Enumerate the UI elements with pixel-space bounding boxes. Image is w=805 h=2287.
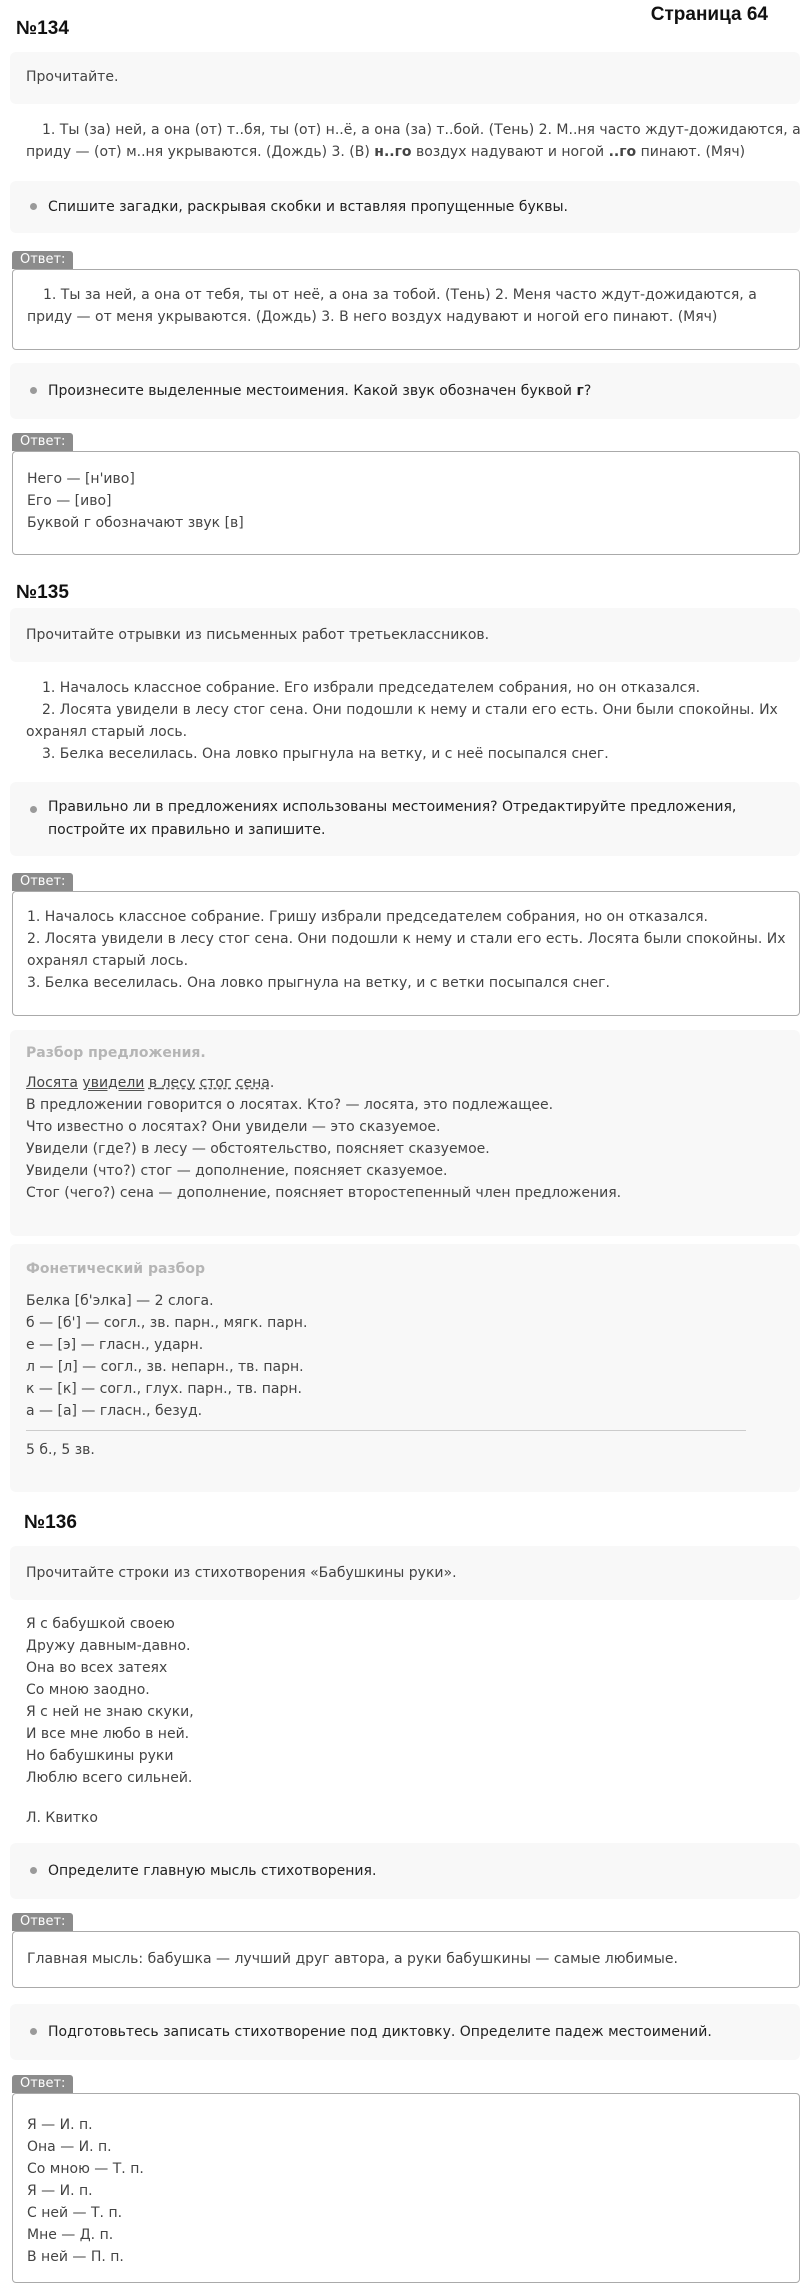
task-text: Правильно ли в предложениях использованы местоимения? Отредактируйте предложения,: [48, 799, 737, 815]
answer-line: С ней — Т. п.: [27, 2205, 123, 2221]
task-text: Подготовьтесь записать стихотворение под диктовку. Определите падеж местоимений.: [48, 2024, 712, 2040]
phonetic-line: а — [а] — гласн., безуд.: [26, 1403, 203, 1419]
parse-line: Что известно о лосятах? Они увидели — это сказуемое.: [26, 1119, 441, 1135]
answer-line: В ней — П. п.: [27, 2249, 124, 2265]
phonetic-line: е — [э] — гласн., ударн.: [26, 1337, 204, 1353]
predicate-word: увидели: [82, 1075, 145, 1091]
subject-word: Лосята: [26, 1075, 78, 1091]
task-text: Произнесите выделенные местоимения. Какой звук обозначен буквой г?: [48, 383, 592, 399]
exercise-134-number: №134: [16, 18, 69, 39]
ex135-fragments: [26, 677, 796, 765]
adverbial-word: в: [148, 1075, 158, 1091]
ex135-task: [10, 782, 800, 856]
bullet-icon: [30, 1867, 37, 1874]
poem-line: И все мне любо в ней.: [26, 1726, 190, 1742]
poem-line: Я с ней не знаю скуки,: [26, 1704, 194, 1720]
poem-line: Дружу давным-давно.: [26, 1638, 191, 1654]
answer-line: Мне — Д. п.: [27, 2227, 114, 2243]
divider: [26, 1430, 746, 1431]
ex136-task-1: [10, 1843, 800, 1899]
ex134-answer-1: [12, 269, 800, 350]
parse-line: Увидели (где?) в лесу — обстоятельство, поясняет сказуемое.: [26, 1141, 490, 1157]
ex135-answer: [12, 891, 800, 1016]
adverbial-word: лесу: [161, 1075, 196, 1091]
riddles-text: воздух надувают и ногой: [411, 144, 609, 160]
ex134-task-1: [10, 181, 800, 233]
ex136-answer-1: [12, 1931, 800, 1988]
parse-line: Стог (чего?) сена — дополнение, поясняет второстепенный член предложения.: [26, 1185, 622, 1201]
bullet-icon: [30, 387, 37, 394]
parse-title: Разбор предложения.: [26, 1045, 206, 1061]
phonetic-line: л — [л] — согл., зв. непарн., тв. парн.: [26, 1359, 304, 1375]
exercise-136-number: №136: [24, 1512, 77, 1533]
task-text: постройте их правильно и запишите.: [48, 822, 326, 838]
parse-line: В предложении говорится о лосятах. Кто? — лосята, это подлежащее.: [26, 1097, 554, 1113]
answer-line: Она — И. п.: [27, 2139, 112, 2155]
phonetic-title: Фонетический разбор: [26, 1261, 206, 1277]
fragment-line: 2. Лосята увидели в лесу стог сена. Они подошли к нему и стали его есть. Они были спокойны. Их: [42, 702, 778, 718]
answer-line: Я — И. п.: [27, 2117, 93, 2133]
ex134-answer-2: [12, 451, 800, 555]
answer-label: Ответ:: [12, 2075, 73, 2093]
fragment-line: 3. Белка веселилась. Она ловко прыгнула на ветку, и с неё посыпался снег.: [42, 746, 609, 762]
answer-label: Ответ:: [12, 251, 73, 269]
exercise-135-number: №135: [16, 582, 69, 603]
riddles-text: приду — (от) м..ня укрываются. (Дождь) 3. (В): [26, 144, 375, 160]
phonetic-line: к — [к] — согл., глух. парн., тв. парн.: [26, 1381, 302, 1397]
task-text: Спишите загадки, раскрывая скобки и вставляя пропущенные буквы.: [48, 199, 568, 215]
phonetic-summary: 5 б., 5 зв.: [26, 1442, 95, 1458]
answer-label: Ответ:: [12, 433, 73, 451]
fragment-line: 1. Началось классное собрание. Его избрали председателем собрания, но он отказался.: [42, 680, 701, 696]
answer-line: Него — [н'иво]: [27, 471, 135, 487]
poem-author: Л. Квитко: [26, 1810, 98, 1826]
answer-line: Главная мысль: бабушка — лучший друг автора, а руки бабушкины — самые любимые.: [27, 1951, 678, 1967]
answer-line: Со мною — Т. п.: [27, 2161, 144, 2177]
answer-line: приду — от меня укрываются. (Дождь) 3. В него воздух надувают и ногой его пинают. (Мяч): [27, 309, 718, 325]
riddles-line-2: [26, 141, 796, 163]
poem-line: Люблю всего сильней.: [26, 1770, 193, 1786]
answer-line: охранял старый лось.: [27, 953, 189, 969]
ex134-riddles: [26, 119, 801, 163]
ex136-task-2: [10, 2004, 800, 2060]
bullet-icon: [30, 806, 37, 813]
object-word: сена: [235, 1075, 270, 1091]
poem-line: Она во всех затеях: [26, 1660, 168, 1676]
bullet-icon: [30, 203, 37, 210]
phonetic-line: б — [б'] — согл., зв. парн., мягк. парн.: [26, 1315, 308, 1331]
ex136-instruction: Прочитайте строки из стихотворения «Бабушкины руки».: [26, 1565, 457, 1581]
answer-label: Ответ:: [12, 873, 73, 891]
phonetic-parse-panel: [10, 1244, 800, 1492]
ex134-task-2: [10, 363, 800, 419]
answer-line: Я — И. п.: [27, 2183, 93, 2199]
ex136-instruction-panel: [10, 1546, 800, 1600]
highlighted-pronoun: ..го: [608, 144, 637, 160]
bullet-icon: [30, 2028, 37, 2035]
riddles-line-1: 1. Ты (за) ней, а она (от) т..бя, ты (от) н..ё, а она (за) т..бой. (Тень) 2. М..ня часто ждут-дожидаются, а: [42, 122, 801, 138]
phonetic-line: Белка [б'элка] — 2 слога.: [26, 1293, 214, 1309]
answer-line: Буквой г обозначают звук [в]: [27, 515, 244, 531]
fragment-line: охранял старый лось.: [26, 724, 188, 740]
answer-line: 1. Ты за ней, а она от тебя, ты от неё, а она за тобой. (Тень) 2. Меня часто ждут-дожидаются, а: [43, 287, 757, 303]
answer-line: Его — [иво]: [27, 493, 112, 509]
page-number: Страница 64: [650, 4, 768, 25]
poem-line: Я с бабушкой своею: [26, 1616, 175, 1632]
ex136-poem: [26, 1613, 526, 1789]
ex135-instruction-panel: [10, 608, 800, 662]
object-word: стог: [199, 1075, 232, 1091]
poem-line: Но бабушкины руки: [26, 1748, 174, 1764]
poem-line: Со мною заодно.: [26, 1682, 150, 1698]
highlighted-pronoun: н..го: [374, 144, 412, 160]
ex136-answer-2: [12, 2093, 800, 2283]
parse-line: Увидели (что?) стог — дополнение, поясняет сказуемое.: [26, 1163, 448, 1179]
sentence-parse-panel: [10, 1030, 800, 1236]
ex135-instruction: Прочитайте отрывки из письменных работ третьеклассников.: [26, 627, 490, 643]
ex134-instruction: Прочитайте.: [26, 69, 119, 85]
answer-line: 1. Началось классное собрание. Гришу избрали председателем собрания, но он отказался.: [27, 909, 708, 925]
ex134-instruction-panel: [10, 52, 800, 104]
riddles-text: пинают. (Мяч): [636, 144, 746, 160]
answer-line: 3. Белка веселилась. Она ловко прыгнула на ветку, и с ветки посыпался снег.: [27, 975, 610, 991]
answer-line: 2. Лосята увидели в лесу стог сена. Они подошли к нему и стали его есть. Лосята были спокойны. Их: [27, 931, 786, 947]
parsed-sentence: Лосята увидели в лесу стог сена.: [26, 1075, 275, 1091]
answer-label: Ответ:: [12, 1913, 73, 1931]
task-text: Определите главную мысль стихотворения.: [48, 1863, 377, 1879]
